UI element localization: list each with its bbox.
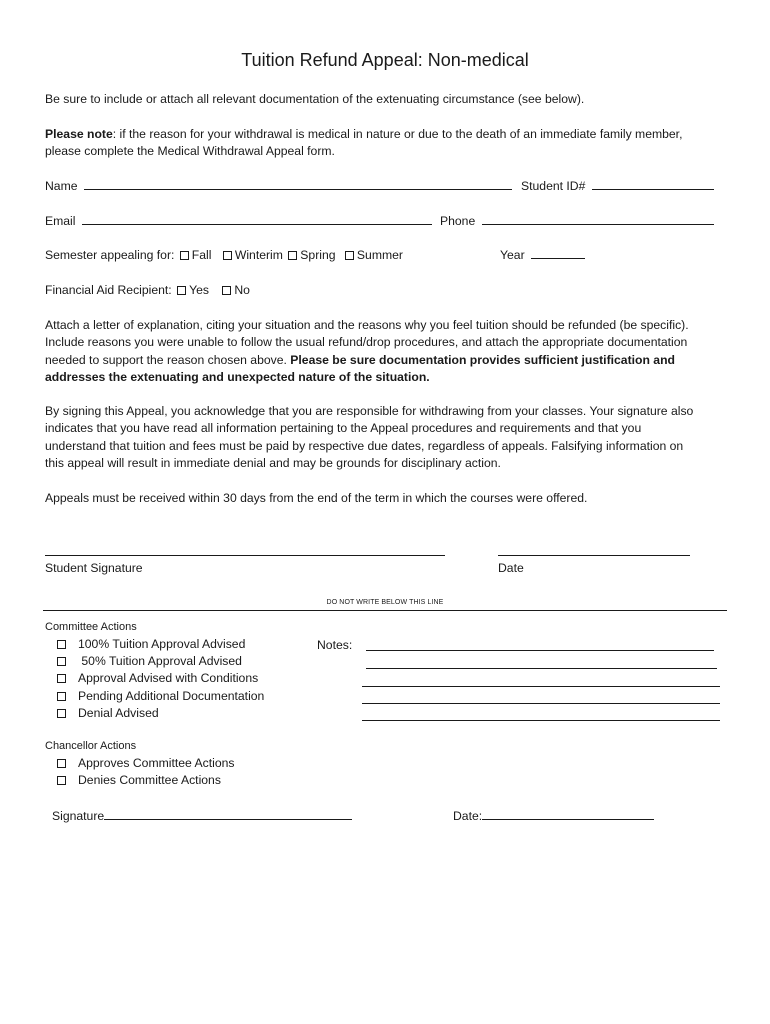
email-label: Email [45,214,76,228]
fall-label: Fall [191,248,212,262]
date-label: Date [498,561,524,575]
notes-line[interactable] [362,686,720,687]
committee-option [57,671,258,685]
checkbox-icon[interactable] [57,692,66,701]
financial-aid-row [45,282,250,299]
committee-option [57,637,245,651]
student-id-row [521,178,714,195]
email-row [45,213,432,230]
deadline-text: Appeals must be received within 30 days from the end of the term in which the courses were offered. [45,491,588,505]
winterim-checkbox[interactable] [223,251,232,260]
student-signature-label: Student Signature [45,561,143,575]
student-id-field[interactable] [592,178,714,190]
committee-option-label: Denial Advised [78,706,159,720]
checkbox-icon[interactable] [57,674,66,683]
chancellor-signature-label: Signature [52,809,105,823]
checkbox-icon[interactable] [57,759,66,768]
name-label: Name [45,179,78,193]
summer-label: Summer [356,248,403,262]
year-label: Year [500,248,525,262]
committee-heading: Committee Actions [45,621,137,633]
note-paragraph [45,126,685,161]
divider-rule [43,610,727,611]
chancellor-heading: Chancellor Actions [45,740,137,752]
notes-line[interactable] [362,720,720,721]
notes-line[interactable] [366,668,717,669]
spring-checkbox[interactable] [288,251,297,260]
no-checkbox[interactable] [222,286,231,295]
chancellor-signature-row [52,808,352,825]
chancellor-option [57,773,221,787]
chancellor-date-row [453,808,654,825]
student-signature-line[interactable] [45,555,445,556]
note-label: Please note [45,127,113,141]
chancellor-date-label: Date: [453,809,483,823]
signing-paragraph: By signing this Appeal, you acknowledge that you are responsible for withdrawing from your classes. Your signature also indicates that you have read all information pertaining to the Appeal procedures and requirements and that you understand that tuition and fees must be paid by respective due dates, regardless of appeals. Falsifying information on this appeal will result in immediate denial and may be grounds for disciplinary action. [45,404,694,471]
attach-text: Attach a letter of explanation, citing your situation and the reasons why you feel tuition should be refunded (be specific). Include reasons you were unable to follow the usual refund/drop procedures, and attach the appropriate documentation needed to support the reason chosen above. [45,318,689,367]
attach-paragraph [45,317,700,387]
semester-row [45,247,403,264]
note-text: : if the reason for your withdrawal is medical in nature or due to the death of an immediate family member, please complete the Medical Withdrawal Appeal form. [45,127,683,159]
semester-label: Semester appealing for: [45,248,175,262]
intro-text: Be sure to include or attach all relevant documentation of the extenuating circumstance (see below). [45,92,585,106]
fall-checkbox[interactable] [180,251,189,260]
phone-label: Phone [440,214,476,228]
yes-label: Yes [189,283,209,297]
committee-option [57,654,242,668]
committee-option-label: Pending Additional Documentation [78,689,265,703]
year-row [500,247,585,264]
committee-option [57,706,159,720]
phone-row [440,213,714,230]
notes-label: Notes: [317,638,353,652]
winterim-label: Winterim [234,248,283,262]
committee-option-label: Approval Advised with Conditions [78,671,259,685]
chancellor-date-field[interactable] [482,808,654,820]
summer-checkbox[interactable] [345,251,354,260]
no-label: No [234,283,250,297]
committee-option-label: 100% Tuition Approval Advised [78,637,246,651]
yes-checkbox[interactable] [177,286,186,295]
checkbox-icon[interactable] [57,657,66,666]
phone-field[interactable] [482,213,714,225]
financial-aid-label: Financial Aid Recipient: [45,283,172,297]
committee-option-label: 50% Tuition Approval Advised [78,654,242,668]
name-row [45,178,512,195]
name-field[interactable] [84,178,512,190]
form-title: Tuition Refund Appeal: Non-medical [241,50,529,70]
committee-option [57,689,264,703]
checkbox-icon[interactable] [57,640,66,649]
spring-label: Spring [300,248,336,262]
student-id-label: Student ID# [521,179,586,193]
attach-bold-text: Please be sure documentation provides sufficient justification and addresses the extenuating and unexpected nature of the situation. [45,352,675,385]
checkbox-icon[interactable] [57,709,66,718]
do-not-write-text: DO NOT WRITE BELOW THIS LINE [326,599,444,606]
notes-line[interactable] [366,650,714,651]
checkbox-icon[interactable] [57,776,66,785]
chancellor-option [57,756,234,770]
chancellor-option-label: Approves Committee Actions [78,756,235,770]
chancellor-signature-field[interactable] [104,808,352,820]
chancellor-option-label: Denies Committee Actions [78,773,221,787]
notes-line[interactable] [362,703,720,704]
date-line[interactable] [498,555,690,556]
year-field[interactable] [531,247,585,259]
email-field[interactable] [82,213,432,225]
